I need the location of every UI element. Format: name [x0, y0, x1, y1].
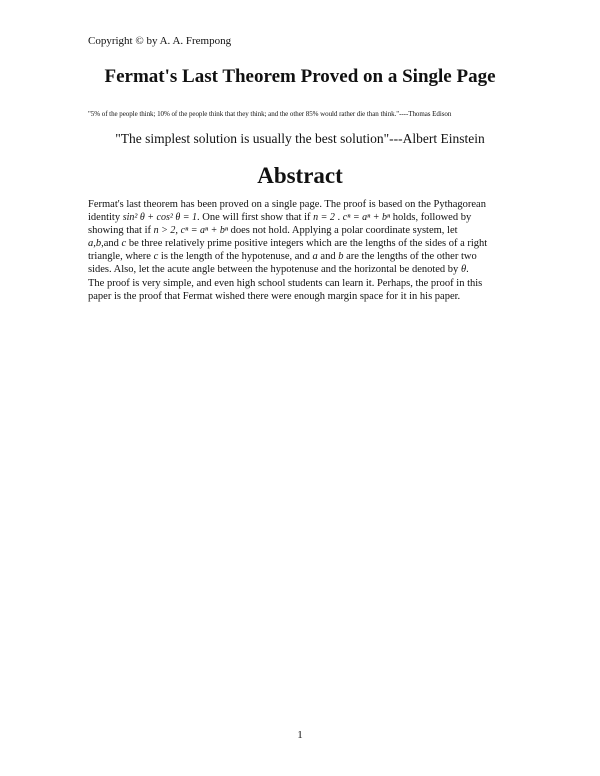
abstract-line [88, 224, 546, 237]
identity-equation: sin² θ + cos² θ = 1 [122, 212, 198, 224]
abstract-text: triangle, where [88, 251, 154, 263]
variable-theta: θ [460, 264, 467, 276]
abstract-line [88, 237, 546, 250]
variable-c: c [121, 238, 127, 250]
variables-abc: a,b, [88, 238, 104, 250]
abstract-text: holds, followed by [390, 212, 472, 224]
n-equals-2-equation: n = 2 [313, 212, 335, 224]
variable-a: a [312, 251, 318, 263]
abstract-text: sides. Also, let the acute angle between the hypotenuse and the horizontal be denoted by [88, 264, 461, 276]
variable-b: b [338, 251, 344, 263]
einstein-quote: "The simplest solution is usually the best solution"---Albert Einstein [115, 131, 485, 146]
abstract-text: are the lengths of the other two [343, 251, 477, 263]
abstract-text: and [317, 251, 339, 263]
abstract-text: paper is the proof that Fermat wished there were enough margin space for it in his paper. [88, 290, 461, 302]
abstract-body [88, 198, 546, 303]
abstract-line [88, 198, 546, 211]
abstract-heading: Abstract [257, 163, 343, 188]
abstract-text: be three relatively prime positive integers which are the lengths of the sides of a right [126, 238, 488, 250]
variable-c: c [153, 251, 159, 263]
copyright-notice: Copyright © by A. A. Frempong [88, 35, 232, 47]
abstract-line [88, 211, 546, 224]
abstract-line [88, 263, 546, 276]
n-greater-than-2-inequality: n > 2 [153, 225, 176, 237]
abstract-text: . One will first show that if [197, 212, 314, 224]
paper-title: Fermat's Last Theorem Proved on a Single Page [104, 66, 496, 87]
fermat-equation: cⁿ = aⁿ + bⁿ [342, 212, 391, 224]
abstract-line [88, 290, 546, 303]
abstract-text: Fermat's last theorem has been proved on a single page. The proof is based on the Pythagorean [88, 199, 486, 210]
abstract-text: and [103, 238, 122, 250]
abstract-line [88, 250, 546, 263]
abstract-text: . [466, 264, 469, 276]
abstract-text: is the length of the hypotenuse, and [158, 251, 313, 263]
page-number: 1 [297, 729, 303, 741]
abstract-text: showing that if [88, 225, 154, 237]
abstract-line [88, 277, 546, 290]
abstract-text: does not hold. Applying a polar coordinate system, let [228, 225, 458, 237]
abstract-text: . [334, 212, 343, 224]
abstract-text: identity [88, 212, 123, 224]
abstract-text: The proof is very simple, and even high school students can learn it. Perhaps, the proof in this [88, 277, 483, 289]
edison-quote: "5% of the people think; 10% of the people think that they think; and the other 85% would rather die than think."----Thomas Edison [88, 110, 452, 118]
abstract-text: , [175, 225, 181, 237]
fermat-equation: cⁿ = aⁿ + bⁿ [180, 225, 229, 237]
